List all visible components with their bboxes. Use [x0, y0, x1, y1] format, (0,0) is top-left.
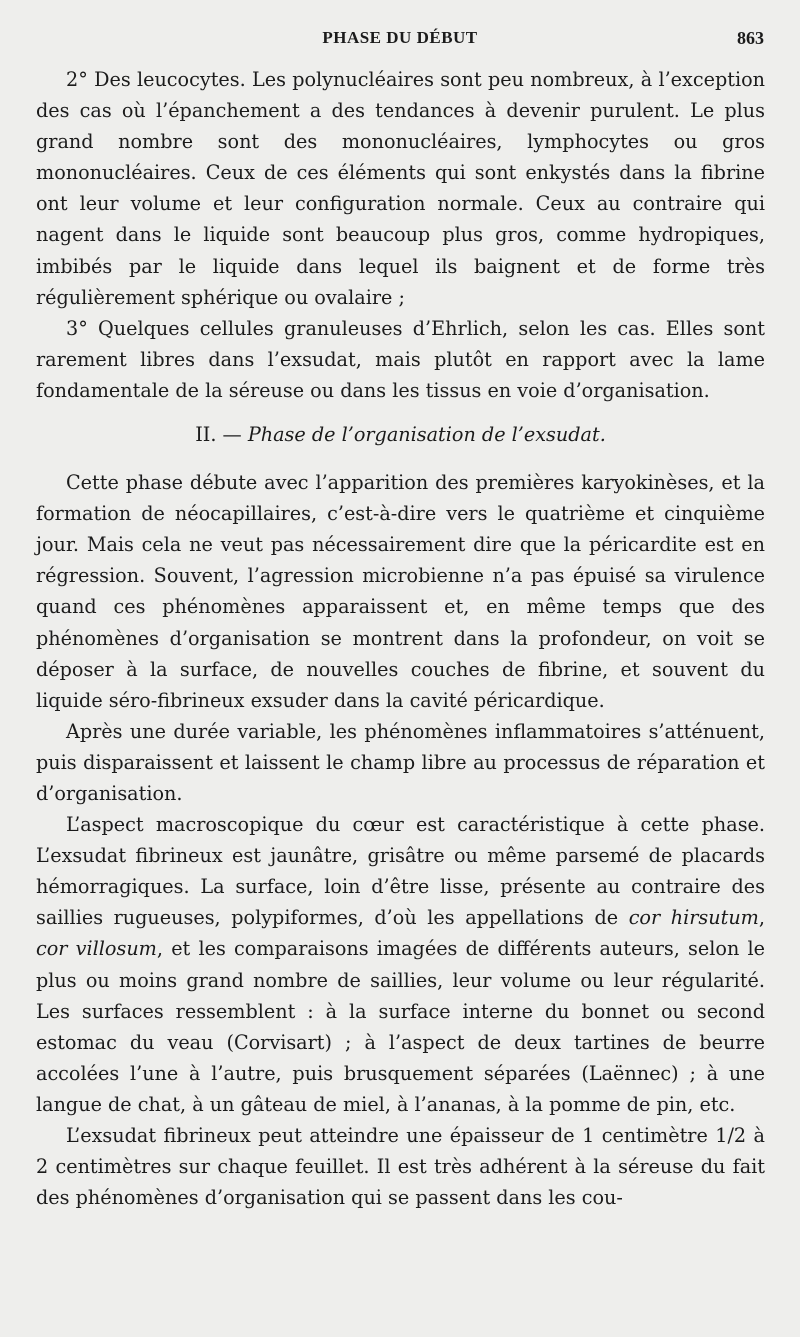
section-title: Phase de l’organisation de l’exsudat. [247, 423, 606, 447]
page-body [36, 64, 765, 1213]
section-number: II. — [195, 423, 242, 447]
page-header [36, 28, 764, 56]
term-cor-villosum: cor villosum [36, 937, 157, 961]
paragraph-macroscopic-aspect [36, 809, 765, 1120]
section-heading [36, 419, 765, 450]
aspect-text-end: , et les comparaisons imagées de différents auteurs, selon le plus ou moins grand nombre de saillies, leur volume ou leur régularité. Les surfaces ressemblent : à la surface interne du bonnet ou second estomac du veau (Corvisart) ; à l’aspect de deux tartines de beurre accolées l’une à l’autre, puis brusquement séparées (Laënnec) ; à une langue de chat, à un gâteau de miel, à l’ananas, à la pomme de pin, etc. [36, 937, 765, 1116]
paragraph-duration: Après une durée variable, les phénomènes inflammatoires s’atténuent, puis disparaissent et laissent le champ libre au processus de réparation et d’organisation. [36, 719, 765, 805]
paragraph-leucocytes: 2° Des leucocytes. Les polynucléaires sont peu nombreux, à l’exception des cas où l’épanchement a des tendances à devenir purulent. Le plus grand nombre sont des mononucléaires, lymphocytes ou gros mononucléaires. Ceux de ces éléments qui sont enkystés dans la fibrine ont leur volume et leur configuration normale. Ceux au contraire qui nagent dans le liquide sont beaucoup plus gros, comme hydropiques, imbibés par le liquide dans lequel ils baignent et de forme très régulièrement sphérique ou ovalaire ; [36, 68, 765, 309]
aspect-text-start: L’aspect macroscopique du cœur est caractéristique à cette phase. L’exsudat fibrineux est jaunâtre, grisâtre ou même parsemé de placards hémorragiques. La surface, loin d’être lisse, présente au contraire des saillies rugueuses, polypiformes, d’où les appellations de [36, 813, 765, 930]
paragraph-ehrlich-cells: 3° Quelques cellules granuleuses d’Ehrlich, selon les cas. Elles sont rarement libres dans l’exsudat, mais plutôt en rapport avec la lame fondamentale de la séreuse ou dans les tissus en voie d’organisation. [36, 316, 765, 402]
page-number: 863 [737, 28, 764, 48]
running-title: PHASE DU DÉBUT [322, 28, 478, 47]
paragraph-phase-start: Cette phase débute avec l’apparition des premières karyokinèses, et la formation de néocapillaires, c’est-à-dire vers le quatrième et cinquième jour. Mais cela ne veut pas nécessairement dire que la péricardite est en régression. Souvent, l’agression microbienne n’a pas épuisé sa virulence quand ces phénomènes apparaissent et, en même temps que des phénomènes d’organisation se montrent dans la profondeur, on voit se déposer à la surface, de nouvelles couches de fibrine, et souvent du liquide séro-fibrineux exsuder dans la cavité péricardique. [36, 471, 765, 712]
aspect-text-separator: , [758, 906, 765, 930]
term-cor-hirsutum: cor hirsutum [628, 906, 759, 930]
paragraph-exsudate-thickness: L’exsudat fibrineux peut atteindre une épaisseur de 1 centimètre 1/2 à 2 centimètres sur chaque feuillet. Il est très adhérent à la séreuse du fait des phénomènes d’organisation qui se passent dans les cou- [36, 1124, 765, 1210]
